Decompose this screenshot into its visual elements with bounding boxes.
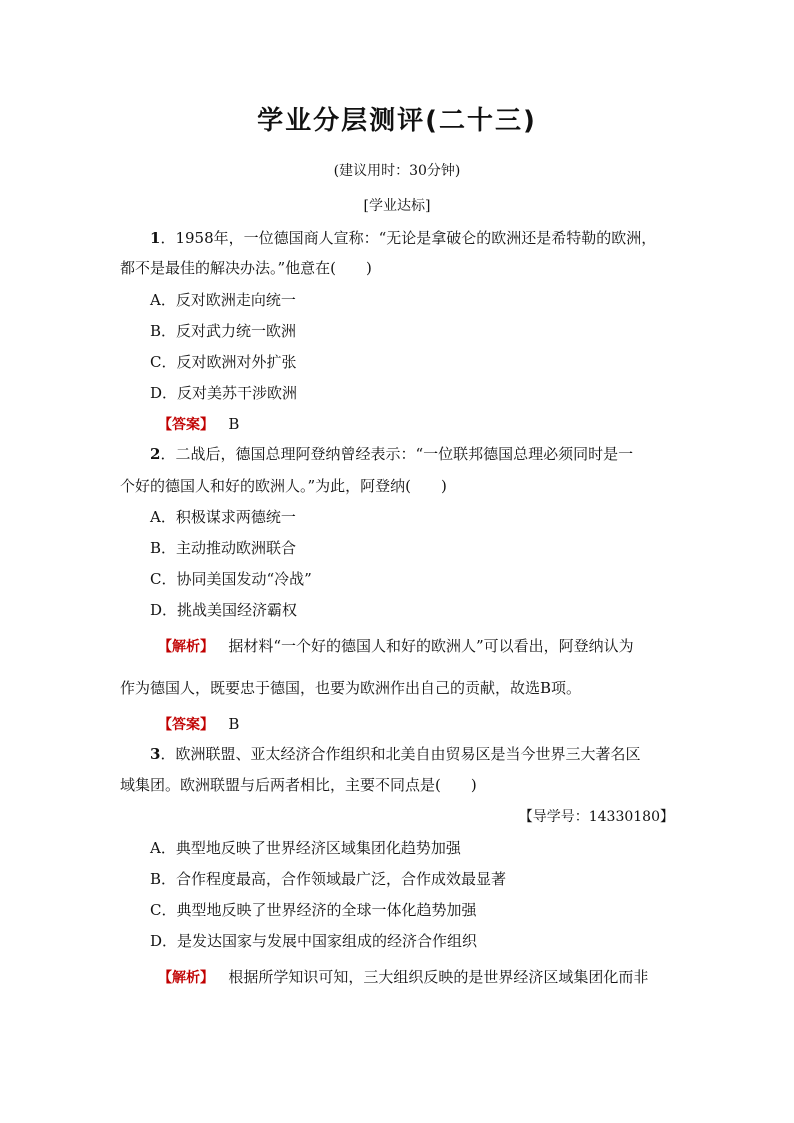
page-title: 学业分层测评(二十三) bbox=[257, 106, 537, 136]
analysis-text: 根据所学知识可知，三大组织反映的是世界经济区域集团化而非 bbox=[228, 968, 649, 986]
q3-option-b: B．合作程度最高，合作领域最广泛，合作成效最显著 bbox=[150, 870, 507, 888]
question-text: ．欧洲联盟、亚太经济合作组织和北美自由贸易区是当今世界三大著名区 bbox=[160, 745, 641, 763]
q2-option-d: D．挑战美国经济霸权 bbox=[150, 601, 298, 619]
q2-option-b: B．主动推动欧洲联合 bbox=[150, 539, 297, 557]
time-suggestion: (建议用时：30分钟) bbox=[333, 163, 461, 179]
question-3-line-2: 域集团。欧洲联盟与后两者相比，主要不同点是( ) bbox=[120, 776, 477, 794]
q3-option-c: C．典型地反映了世界经济的全球一体化趋势加强 bbox=[150, 901, 477, 919]
question-2-line-2: 个好的德国人和好的欧洲人。”为此，阿登纳( ) bbox=[120, 477, 447, 495]
answer-tag: 【答案】 bbox=[158, 417, 214, 433]
analysis-tag: 【解析】 bbox=[158, 970, 214, 986]
q1-option-c: C．反对欧洲对外扩张 bbox=[150, 353, 297, 371]
question-number: 2 bbox=[150, 445, 161, 463]
q1-option-a: A．反对欧洲走向统一 bbox=[150, 291, 296, 309]
q3-option-a: A．典型地反映了世界经济区域集团化趋势加强 bbox=[150, 839, 461, 857]
question-number: 3 bbox=[150, 745, 161, 763]
q1-option-d: D．反对美苏干涉欧洲 bbox=[150, 384, 298, 402]
answer-value: B bbox=[228, 715, 240, 733]
analysis-tag: 【解析】 bbox=[158, 639, 214, 655]
analysis-text: 据材料“一个好的德国人和好的欧洲人”可以看出，阿登纳认为 bbox=[228, 637, 634, 655]
q3-analysis-line-1 bbox=[158, 967, 718, 988]
question-2-line-1 bbox=[150, 444, 710, 464]
question-number: 1 bbox=[150, 229, 161, 247]
question-text: ．二战后，德国总理阿登纳曾经表示：“一位联邦德国总理必须同时是一 bbox=[160, 445, 634, 463]
section-heading: [学业达标] bbox=[363, 198, 431, 214]
q2-option-a: A．积极谋求两德统一 bbox=[150, 508, 296, 526]
q2-answer bbox=[158, 714, 718, 735]
question-1-line-2: 都不是最佳的解决办法。”他意在( ) bbox=[120, 259, 372, 277]
question-3-line-1 bbox=[150, 744, 710, 764]
answer-tag: 【答案】 bbox=[158, 717, 214, 733]
q3-option-d: D．是发达国家与发展中国家组成的经济合作组织 bbox=[150, 932, 478, 950]
q1-option-b: B．反对武力统一欧洲 bbox=[150, 322, 297, 340]
question-1-line-1 bbox=[150, 228, 710, 248]
answer-value: B bbox=[228, 415, 240, 433]
q1-answer bbox=[158, 414, 718, 435]
q2-analysis-line-1 bbox=[158, 636, 718, 657]
q2-option-c: C．协同美国发动“冷战” bbox=[150, 570, 312, 588]
question-text: ．1958年，一位德国商人宣称：“无论是拿破仑的欧洲还是希特勒的欧洲， bbox=[160, 229, 657, 247]
q2-analysis-line-2: 作为德国人，既要忠于德国，也要为欧洲作出自己的贡献，故选B项。 bbox=[120, 679, 582, 697]
guide-number: 【导学号：14330180】 bbox=[518, 809, 674, 825]
